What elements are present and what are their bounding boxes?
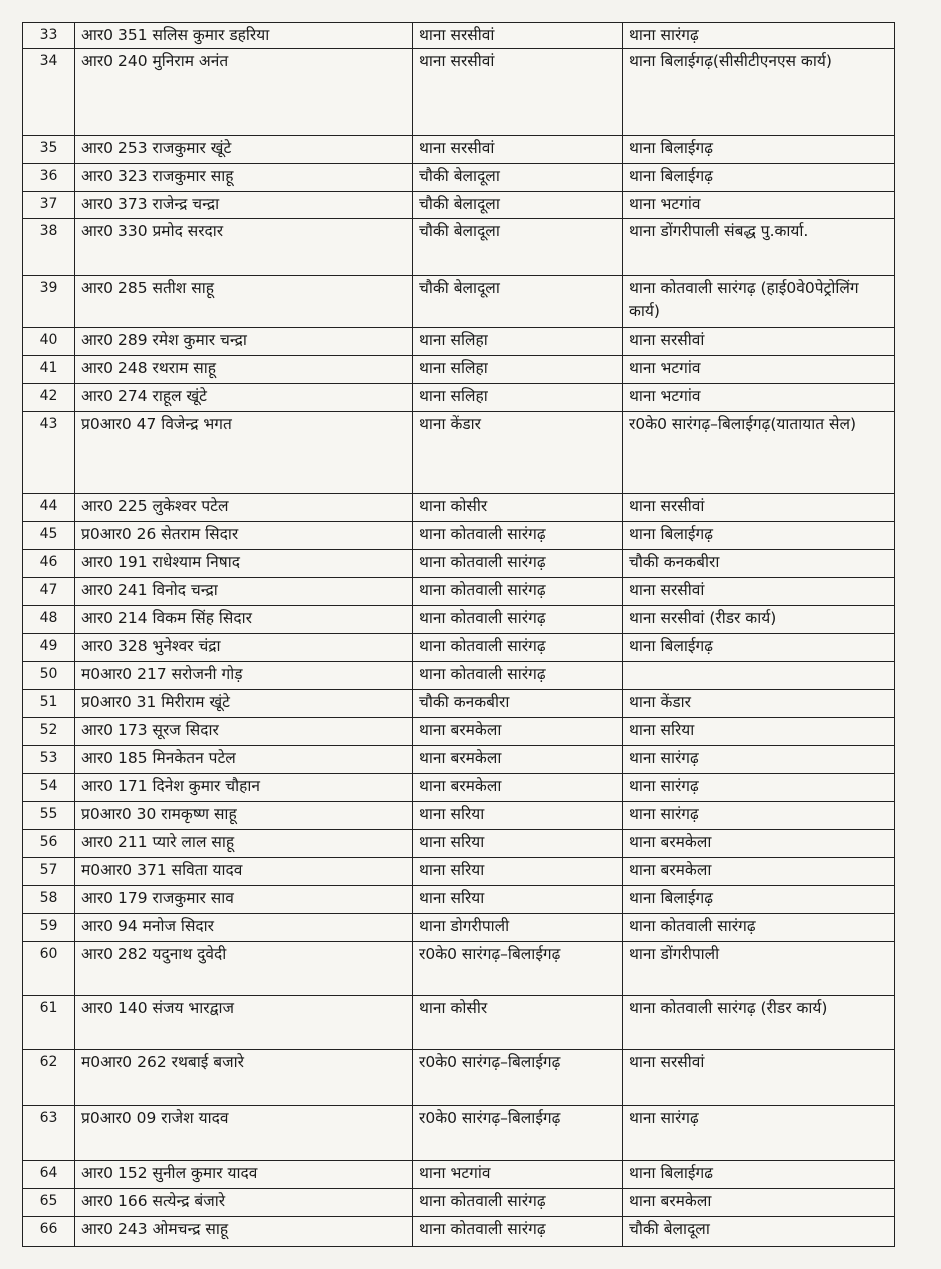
employee-name-cell: आर0 274 राहूल खूंटे <box>75 384 413 412</box>
new-posting-cell: थाना कोतवाली सारंगढ़ <box>623 914 895 942</box>
serial-number-cell: 62 <box>23 1050 75 1106</box>
current-posting-cell: चौकी कनकबीरा <box>413 690 623 718</box>
new-posting-cell: थाना सारंगढ़ <box>623 802 895 830</box>
new-posting-cell: थाना बिलाईगढ़ <box>623 522 895 550</box>
current-posting-cell: चौकी बेलादूला <box>413 192 623 219</box>
serial-number-cell: 54 <box>23 774 75 802</box>
serial-number-cell: 40 <box>23 328 75 356</box>
serial-number-cell: 44 <box>23 494 75 522</box>
current-posting-cell: थाना कोतवाली सारंगढ़ <box>413 578 623 606</box>
employee-name-cell: आर0 248 रथराम साहू <box>75 356 413 384</box>
current-posting-cell: थाना भटगांव <box>413 1161 623 1189</box>
serial-number-cell: 60 <box>23 942 75 996</box>
table-row <box>23 690 895 718</box>
employee-name-cell: प्र0आर0 26 सेतराम सिदार <box>75 522 413 550</box>
new-posting-cell: थाना सारंगढ़ <box>623 774 895 802</box>
serial-number-cell: 38 <box>23 219 75 276</box>
table-row <box>23 522 895 550</box>
table-row <box>23 802 895 830</box>
current-posting-cell: थाना सलिहा <box>413 328 623 356</box>
new-posting-cell: थाना बरमकेला <box>623 1189 895 1217</box>
current-posting-cell: थाना सलिहा <box>413 384 623 412</box>
current-posting-cell: थाना सरसीवां <box>413 49 623 136</box>
table-row <box>23 550 895 578</box>
serial-number-cell: 48 <box>23 606 75 634</box>
table-body <box>23 23 895 1247</box>
employee-name-cell: आर0 173 सूरज सिदार <box>75 718 413 746</box>
serial-number-cell: 63 <box>23 1106 75 1161</box>
employee-name-cell: आर0 243 ओमचन्द्र साहू <box>75 1217 413 1247</box>
serial-number-cell: 66 <box>23 1217 75 1247</box>
current-posting-cell: चौकी बेलादूला <box>413 219 623 276</box>
table-row <box>23 192 895 219</box>
table-row <box>23 578 895 606</box>
employee-name-cell: प्र0आर0 30 रामकृष्ण साहू <box>75 802 413 830</box>
employee-name-cell: आर0 211 प्यारे लाल साहू <box>75 830 413 858</box>
table-row <box>23 634 895 662</box>
table-row <box>23 718 895 746</box>
table-row <box>23 858 895 886</box>
employee-name-cell: प्र0आर0 09 राजेश यादव <box>75 1106 413 1161</box>
new-posting-cell: थाना डोंगरीपाली <box>623 942 895 996</box>
new-posting-cell: थाना बिलाईगढ़ <box>623 164 895 192</box>
current-posting-cell: चौकी बेलादूला <box>413 164 623 192</box>
new-posting-cell: थाना सरसीवां (रीडर कार्य) <box>623 606 895 634</box>
table-row <box>23 136 895 164</box>
new-posting-cell: थाना सारंगढ़ <box>623 1106 895 1161</box>
new-posting-cell: थाना कोतवाली सारंगढ़ (हाई0वे0पेट्रोलिंग कार्य) <box>623 276 895 328</box>
new-posting-cell: थाना सारंगढ़ <box>623 746 895 774</box>
employee-name-cell: प्र0आर0 47 विजेन्द्र भगत <box>75 412 413 494</box>
current-posting-cell: थाना कोसीर <box>413 996 623 1050</box>
new-posting-cell: थाना डोंगरीपाली संबद्ध पु.कार्या. <box>623 219 895 276</box>
employee-name-cell: आर0 214 विकम सिंह सिदार <box>75 606 413 634</box>
serial-number-cell: 56 <box>23 830 75 858</box>
serial-number-cell: 64 <box>23 1161 75 1189</box>
new-posting-cell: थाना सरसीवां <box>623 494 895 522</box>
table-row <box>23 23 895 49</box>
employee-name-cell: आर0 289 रमेश कुमार चन्द्रा <box>75 328 413 356</box>
current-posting-cell: थाना सरिया <box>413 830 623 858</box>
new-posting-cell: र0के0 सारंगढ़–बिलाईगढ़(यातायात सेल) <box>623 412 895 494</box>
table-row <box>23 164 895 192</box>
serial-number-cell: 34 <box>23 49 75 136</box>
new-posting-cell: थाना बिलाईगढ <box>623 1161 895 1189</box>
employee-name-cell: आर0 323 राजकुमार साहू <box>75 164 413 192</box>
new-posting-cell: थाना बिलाईगढ़ <box>623 886 895 914</box>
current-posting-cell: र0के0 सारंगढ़–बिलाईगढ़ <box>413 942 623 996</box>
current-posting-cell: थाना सलिहा <box>413 356 623 384</box>
table-row <box>23 746 895 774</box>
current-posting-cell: थाना कोतवाली सारंगढ़ <box>413 1189 623 1217</box>
current-posting-cell: थाना सरसीवां <box>413 23 623 49</box>
employee-name-cell: आर0 166 सत्येन्द्र बंजारे <box>75 1189 413 1217</box>
employee-name-cell: आर0 241 विनोद चन्द्रा <box>75 578 413 606</box>
current-posting-cell: थाना कोतवाली सारंगढ़ <box>413 606 623 634</box>
new-posting-cell: थाना बरमकेला <box>623 858 895 886</box>
employee-name-cell: आर0 282 यदुनाथ दुवेदी <box>75 942 413 996</box>
new-posting-cell <box>623 662 895 690</box>
table-row <box>23 1189 895 1217</box>
table-row <box>23 1050 895 1106</box>
table-row <box>23 494 895 522</box>
employee-name-cell: आर0 330 प्रमोद सरदार <box>75 219 413 276</box>
current-posting-cell: र0के0 सारंगढ़–बिलाईगढ़ <box>413 1106 623 1161</box>
employee-name-cell: म0आर0 262 रथबाई बजारे <box>75 1050 413 1106</box>
serial-number-cell: 59 <box>23 914 75 942</box>
table-row <box>23 219 895 276</box>
serial-number-cell: 65 <box>23 1189 75 1217</box>
table-row <box>23 356 895 384</box>
table-row <box>23 914 895 942</box>
serial-number-cell: 33 <box>23 23 75 49</box>
employee-name-cell: आर0 140 संजय भारद्वाज <box>75 996 413 1050</box>
new-posting-cell: थाना सरसीवां <box>623 1050 895 1106</box>
current-posting-cell: थाना केंडार <box>413 412 623 494</box>
table-row <box>23 942 895 996</box>
current-posting-cell: थाना सरिया <box>413 802 623 830</box>
current-posting-cell: थाना बरमकेला <box>413 718 623 746</box>
current-posting-cell: थाना कोतवाली सारंगढ़ <box>413 522 623 550</box>
current-posting-cell: चौकी बेलादूला <box>413 276 623 328</box>
current-posting-cell: थाना डोगरीपाली <box>413 914 623 942</box>
table-row <box>23 774 895 802</box>
new-posting-cell: थाना भटगांव <box>623 384 895 412</box>
serial-number-cell: 61 <box>23 996 75 1050</box>
table-row <box>23 1161 895 1189</box>
new-posting-cell: थाना भटगांव <box>623 356 895 384</box>
current-posting-cell: थाना सरिया <box>413 886 623 914</box>
serial-number-cell: 47 <box>23 578 75 606</box>
table-row <box>23 606 895 634</box>
new-posting-cell: थाना सरसीवां <box>623 578 895 606</box>
current-posting-cell: थाना कोतवाली सारंगढ़ <box>413 634 623 662</box>
table-row <box>23 662 895 690</box>
serial-number-cell: 42 <box>23 384 75 412</box>
serial-number-cell: 46 <box>23 550 75 578</box>
employee-name-cell: म0आर0 371 सविता यादव <box>75 858 413 886</box>
serial-number-cell: 58 <box>23 886 75 914</box>
current-posting-cell: थाना सरिया <box>413 858 623 886</box>
employee-name-cell: आर0 253 राजकुमार खूंटे <box>75 136 413 164</box>
table-row <box>23 384 895 412</box>
table-row <box>23 328 895 356</box>
serial-number-cell: 35 <box>23 136 75 164</box>
new-posting-cell: थाना केंडार <box>623 690 895 718</box>
new-posting-cell: थाना सरिया <box>623 718 895 746</box>
current-posting-cell: थाना बरमकेला <box>413 746 623 774</box>
serial-number-cell: 37 <box>23 192 75 219</box>
employee-name-cell: आर0 225 लुकेश्वर पटेल <box>75 494 413 522</box>
serial-number-cell: 57 <box>23 858 75 886</box>
new-posting-cell: थाना बिलाईगढ़ <box>623 634 895 662</box>
employee-name-cell: आर0 179 राजकुमार साव <box>75 886 413 914</box>
table-row <box>23 49 895 136</box>
current-posting-cell: थाना कोतवाली सारंगढ़ <box>413 550 623 578</box>
new-posting-cell: थाना कोतवाली सारंगढ़ (रीडर कार्य) <box>623 996 895 1050</box>
serial-number-cell: 45 <box>23 522 75 550</box>
serial-number-cell: 49 <box>23 634 75 662</box>
current-posting-cell: थाना कोतवाली सारंगढ़ <box>413 662 623 690</box>
new-posting-cell: थाना सरसीवां <box>623 328 895 356</box>
current-posting-cell: थाना सरसीवां <box>413 136 623 164</box>
serial-number-cell: 53 <box>23 746 75 774</box>
employee-name-cell: आर0 171 दिनेश कुमार चौहान <box>75 774 413 802</box>
employee-name-cell: प्र0आर0 31 मिरीराम खूंटे <box>75 690 413 718</box>
new-posting-cell: थाना बिलाईगढ़ <box>623 136 895 164</box>
serial-number-cell: 39 <box>23 276 75 328</box>
employee-name-cell: आर0 328 भुनेश्वर चंद्रा <box>75 634 413 662</box>
table-row <box>23 830 895 858</box>
current-posting-cell: थाना कोसीर <box>413 494 623 522</box>
employee-name-cell: आर0 285 सतीश साहू <box>75 276 413 328</box>
employee-name-cell: म0आर0 217 सरोजनी गोड़ <box>75 662 413 690</box>
employee-name-cell: आर0 373 राजेन्द्र चन्द्रा <box>75 192 413 219</box>
serial-number-cell: 51 <box>23 690 75 718</box>
table-row <box>23 276 895 328</box>
employee-name-cell: आर0 94 मनोज सिदार <box>75 914 413 942</box>
new-posting-cell: थाना बिलाईगढ़(सीसीटीएनएस कार्य) <box>623 49 895 136</box>
new-posting-cell: थाना सारंगढ़ <box>623 23 895 49</box>
serial-number-cell: 43 <box>23 412 75 494</box>
table-row <box>23 886 895 914</box>
serial-number-cell: 55 <box>23 802 75 830</box>
table-row <box>23 996 895 1050</box>
serial-number-cell: 41 <box>23 356 75 384</box>
current-posting-cell: र0के0 सारंगढ़–बिलाईगढ़ <box>413 1050 623 1106</box>
document-page <box>22 22 894 1247</box>
current-posting-cell: थाना कोतवाली सारंगढ़ <box>413 1217 623 1247</box>
new-posting-cell: चौकी कनकबीरा <box>623 550 895 578</box>
new-posting-cell: चौकी बेलादूला <box>623 1217 895 1247</box>
table-row <box>23 1217 895 1247</box>
current-posting-cell: थाना बरमकेला <box>413 774 623 802</box>
transfer-table <box>22 22 895 1247</box>
new-posting-cell: थाना भटगांव <box>623 192 895 219</box>
employee-name-cell: आर0 351 सलिस कुमार डहरिया <box>75 23 413 49</box>
serial-number-cell: 36 <box>23 164 75 192</box>
new-posting-cell: थाना बरमकेला <box>623 830 895 858</box>
employee-name-cell: आर0 185 मिनकेतन पटेल <box>75 746 413 774</box>
serial-number-cell: 50 <box>23 662 75 690</box>
employee-name-cell: आर0 152 सुनील कुमार यादव <box>75 1161 413 1189</box>
table-row <box>23 1106 895 1161</box>
serial-number-cell: 52 <box>23 718 75 746</box>
employee-name-cell: आर0 191 राधेश्याम निषाद <box>75 550 413 578</box>
employee-name-cell: आर0 240 मुनिराम अनंत <box>75 49 413 136</box>
table-row <box>23 412 895 494</box>
